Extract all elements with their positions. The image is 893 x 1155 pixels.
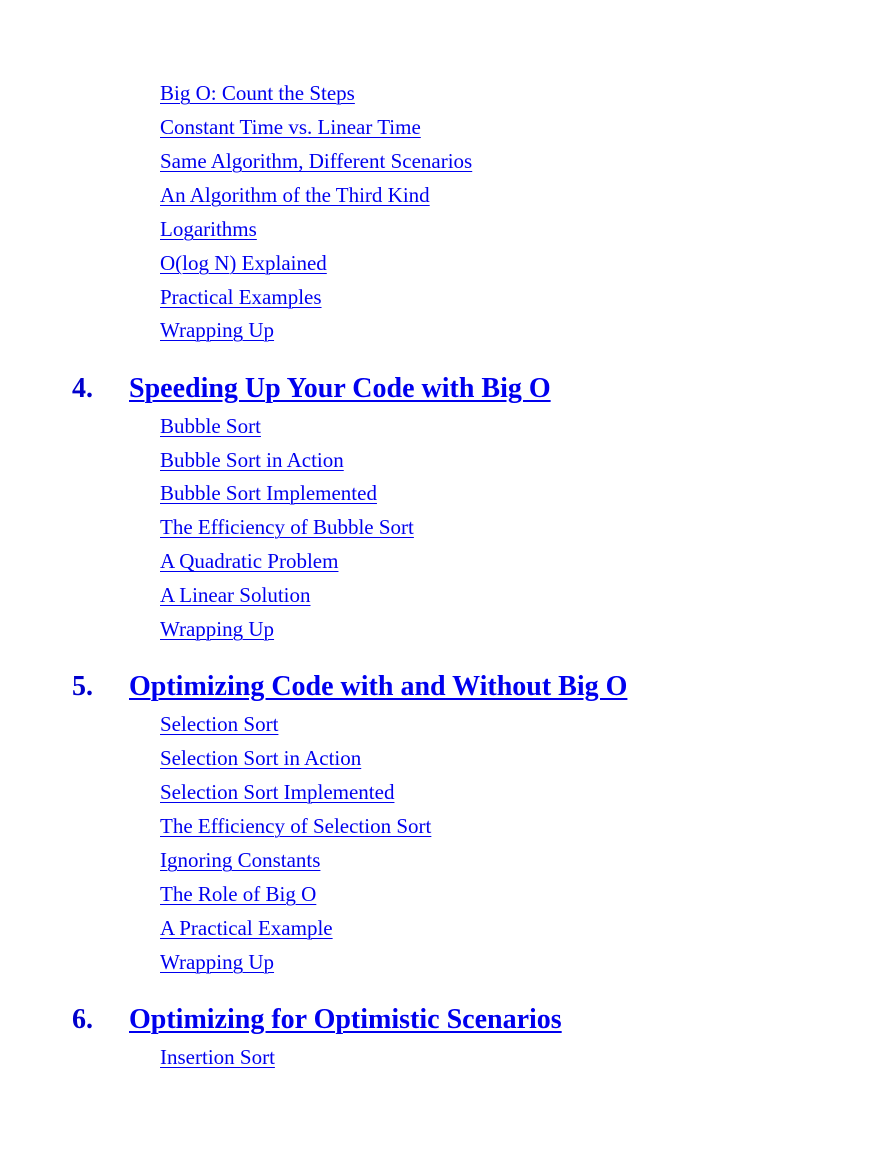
toc-entry: [160, 745, 361, 771]
toc-entry: [160, 284, 322, 310]
toc-entry: [160, 915, 333, 941]
toc-entry: [160, 114, 421, 140]
chapter-number: 5.: [72, 671, 93, 702]
toc-entry: [160, 813, 431, 839]
toc-entry: [160, 317, 274, 343]
toc-link[interactable]: Wrapping Up: [160, 617, 275, 641]
toc-link[interactable]: Selection Sort Implemented: [160, 780, 395, 804]
toc-entry: [160, 847, 320, 873]
toc-entry: [160, 949, 274, 975]
toc-entry: [160, 881, 316, 907]
toc-link[interactable]: Ignoring Constants: [160, 848, 321, 872]
chapter-title-link[interactable]: Speeding Up Your Code with Big O: [129, 373, 551, 404]
chapter-number: 6.: [72, 1004, 93, 1035]
toc-link[interactable]: A Practical Example: [160, 916, 333, 940]
toc-link[interactable]: An Algorithm of the Third Kind: [160, 183, 430, 207]
toc-entry: [160, 548, 338, 574]
toc-link[interactable]: Bubble Sort: [160, 414, 261, 438]
toc-link[interactable]: A Linear Solution: [160, 583, 311, 607]
toc-link[interactable]: Practical Examples: [160, 285, 322, 309]
toc-link[interactable]: Insertion Sort: [160, 1045, 275, 1069]
toc-link[interactable]: Bubble Sort in Action: [160, 448, 344, 472]
chapter-heading: [0, 1002, 893, 1038]
toc-entry: [160, 711, 278, 737]
chapter-heading: [0, 669, 893, 705]
toc-entry: [160, 582, 311, 608]
toc-link[interactable]: A Quadratic Problem: [160, 549, 339, 573]
toc-link[interactable]: Constant Time vs. Linear Time: [160, 115, 421, 139]
toc-entry: [160, 616, 274, 642]
toc-entry: [160, 216, 257, 242]
toc-entry: [160, 148, 472, 174]
toc-link[interactable]: Selection Sort: [160, 712, 279, 736]
chapter-heading: [0, 371, 893, 407]
toc-link[interactable]: Bubble Sort Implemented: [160, 481, 377, 505]
toc-link[interactable]: Logarithms: [160, 217, 257, 241]
toc-entry: [160, 413, 261, 439]
toc-entry: [160, 1044, 275, 1070]
toc-entry: [160, 80, 355, 106]
toc-link[interactable]: The Efficiency of Bubble Sort: [160, 515, 414, 539]
toc-entry: [160, 779, 394, 805]
toc-entry: [160, 250, 327, 276]
toc-entry: [160, 182, 430, 208]
toc-link[interactable]: The Role of Big O: [160, 882, 317, 906]
toc-link[interactable]: The Efficiency of Selection Sort: [160, 814, 432, 838]
toc-link[interactable]: Wrapping Up: [160, 318, 275, 342]
toc-link[interactable]: Big O: Count the Steps: [160, 81, 355, 105]
toc-link[interactable]: Wrapping Up: [160, 950, 275, 974]
chapter-number: 4.: [72, 373, 93, 404]
chapter-title-link[interactable]: Optimizing Code with and Without Big O: [129, 671, 628, 702]
toc-link[interactable]: O(log N) Explained: [160, 251, 327, 275]
toc-entry: [160, 447, 344, 473]
chapter-title-link[interactable]: Optimizing for Optimistic Scenarios: [129, 1004, 562, 1035]
toc-entry: [160, 480, 377, 506]
toc-entry: [160, 514, 414, 540]
toc-link[interactable]: Same Algorithm, Different Scenarios: [160, 149, 473, 173]
toc-link[interactable]: Selection Sort in Action: [160, 746, 362, 770]
